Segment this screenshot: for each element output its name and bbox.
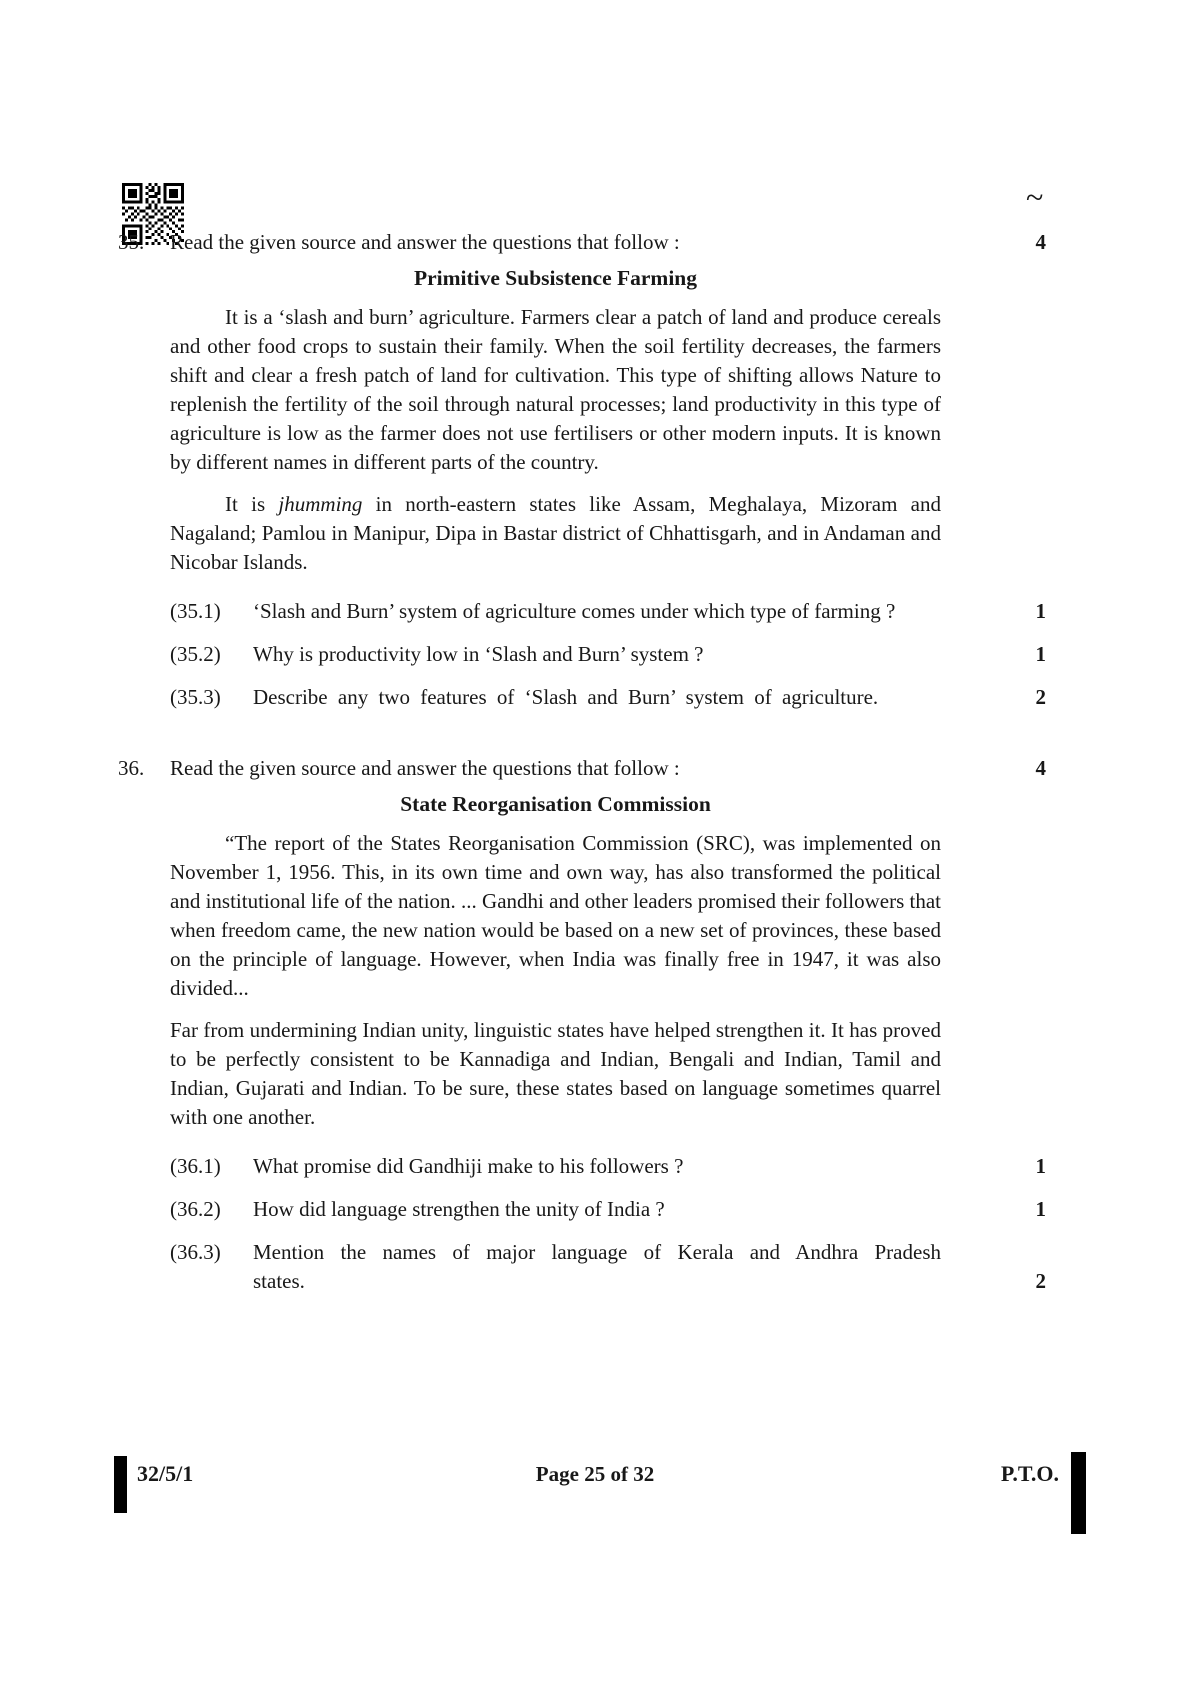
footer-right-bar	[1071, 1452, 1086, 1534]
subquestion-number: (35.1)	[170, 599, 221, 623]
subquestion-text: What promise did Gandhiji make to his followers ?	[253, 1154, 684, 1178]
marks-value: 4	[1035, 230, 1046, 254]
subquestion-number: (36.3)	[170, 1240, 221, 1264]
question-prompt-row	[118, 754, 1046, 783]
paragraph-text: in north-eastern states like Assam, Meghalaya, Mizoram and Nagaland; Pamlou in Manipur, Dipa in Bastar district of Chhattisgarh, and in Andaman and Nicobar Islands.	[170, 492, 942, 574]
source-paragraph: Far from undermining Indian unity, linguistic states have helped strengthen it. It has proved to be perfectly consistent to be Kannadiga and Indian, Bengali and Indian, Tamil and Indian, Gujarati and Indian. To be sure, these states based on language sometimes quarrel with one another.	[170, 1018, 941, 1129]
subquestion-text: How did language strengthen the unity of India ?	[253, 1197, 665, 1221]
footer-paper-code: 32/5/1	[137, 1461, 194, 1486]
marks-value: 1	[1035, 1154, 1046, 1178]
source-paragraph: It is a ‘slash and burn’ agriculture. Farmers clear a patch of land and produce cereals and other food crops to sustain their family. When the soil fertility decreases, the farmers shift and clear a fresh patch of land for cultivation. This type of shifting allows Nature to replenish the fertility of the soil through natural processes; land productivity in this type of agriculture is low as the farmer does not use fertilisers or other modern inputs. It is known by different names in different parts of the country.	[170, 305, 941, 474]
subquestion-text: Describe any two features of ‘Slash and Burn’ system of agriculture.	[253, 685, 879, 709]
tilde-mark: ~	[1026, 179, 1044, 215]
subquestion-row	[170, 1195, 1046, 1224]
subquestion-number: (35.3)	[170, 685, 221, 709]
marks-value: 2	[1035, 1269, 1046, 1293]
question-35	[118, 228, 1046, 712]
question-prompt: Read the given source and answer the questions that follow :	[170, 756, 680, 780]
footer-page-number: Page 25 of 32	[535, 1462, 655, 1486]
paragraph-text: It is	[225, 492, 279, 516]
page-content	[118, 228, 1046, 1296]
subquestion-text: ‘Slash and Burn’ system of agriculture comes under which type of farming ?	[253, 599, 896, 623]
subquestion-number: (36.1)	[170, 1154, 221, 1178]
subquestion-row	[170, 597, 1046, 626]
marks-value: 1	[1035, 599, 1046, 623]
marks-value: 2	[1035, 685, 1046, 709]
question-number: 35.	[118, 230, 145, 254]
subquestion-row	[170, 683, 1046, 712]
subquestion-number: (35.2)	[170, 642, 221, 666]
subquestion-row	[170, 1152, 1046, 1181]
question-prompt-row	[118, 228, 1046, 257]
marks-value: 1	[1035, 642, 1046, 666]
source-paragraph: “The report of the States Reorganisation Commission (SRC), was implemented on November 1, 1956. This, in its own time and own way, has also transformed the political and institutional life of the nation. ... Gandhi and other leaders promised their followers that when freedom came, the new nation would be based on a new set of provinces, these based on the principle of language. However, when India was finally free in 1947, it was also divided...	[170, 831, 941, 1000]
source-title: Primitive Subsistence Farming	[413, 266, 698, 290]
subquestion-row	[170, 640, 1046, 669]
subquestion-text: Mention the names of major language of Kerala and Andhra Pradesh states.	[253, 1240, 941, 1293]
subquestion-text: Why is productivity low in ‘Slash and Burn’ system ?	[253, 642, 704, 666]
subquestion-row	[170, 1238, 1046, 1296]
source-title: State Reorganisation Commission	[400, 792, 711, 816]
question-prompt: Read the given source and answer the questions that follow :	[170, 230, 680, 254]
marks-value: 1	[1035, 1197, 1046, 1221]
source-paragraph	[170, 490, 941, 577]
subquestion-number: (36.2)	[170, 1197, 221, 1221]
footer-pto: P.T.O.	[1000, 1461, 1059, 1486]
question-number: 36.	[118, 756, 145, 780]
question-36	[118, 754, 1046, 1296]
marks-value: 4	[1035, 756, 1046, 780]
italic-term: jhumming	[278, 492, 363, 516]
